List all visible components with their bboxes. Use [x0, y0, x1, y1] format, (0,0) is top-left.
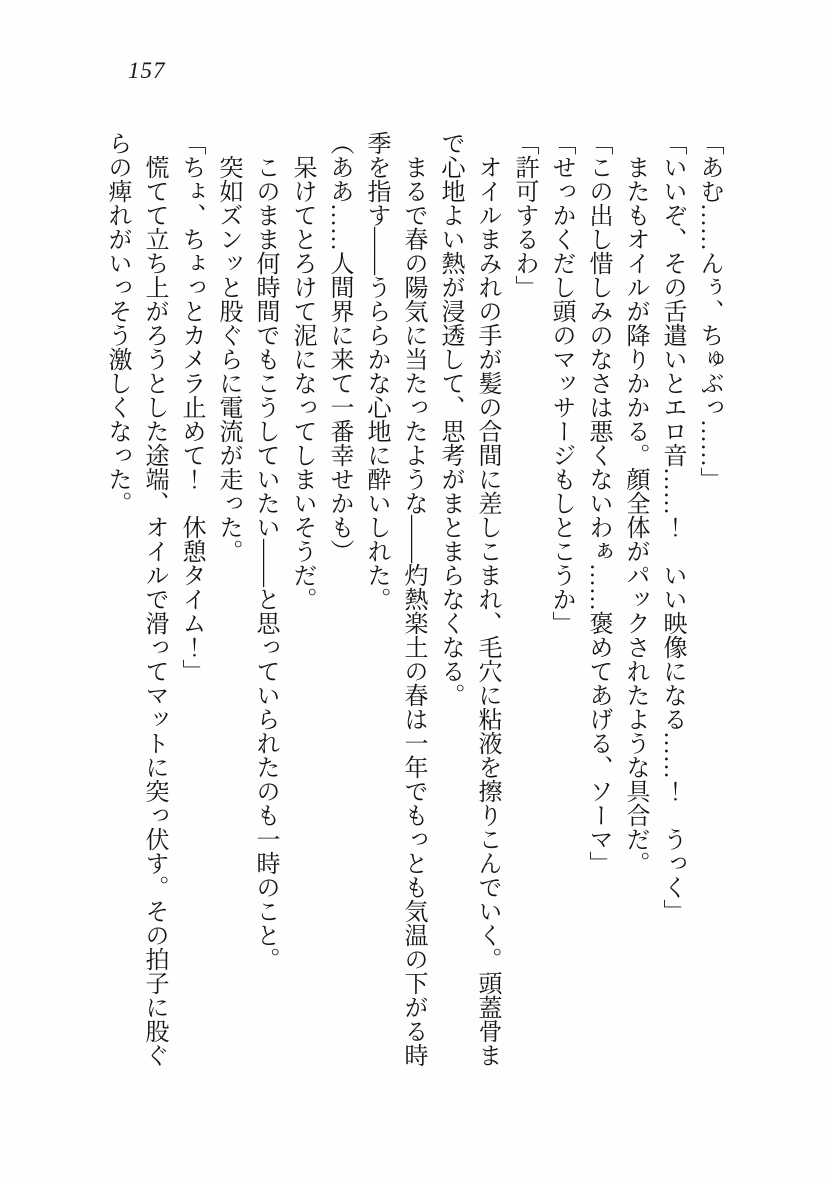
paragraph-1: 「あむ……んぅ、ちゅぶっ……」 [696, 131, 722, 491]
page-number: 157 [128, 58, 166, 83]
paragraph-4: 「この出し惜しみのなさは悪くないわぁ……褒めてあげる、ソーマ」 [585, 131, 611, 875]
paragraph-9: （ああ……人間界に来て一番幸せかも） [326, 131, 352, 563]
paragraph-10: 呆けてとろけて泥になってしまいそうだ。 [289, 155, 315, 611]
paragraph-3: またもオイルが降りかかる。顔全体がパックされたような具合だ。 [622, 155, 648, 875]
paragraph-13: 「ちょ、ちょっとカメラ止めて！ 休憩タイム！」 [178, 131, 204, 683]
paragraph-6: 「許可するわ」 [511, 131, 537, 299]
paragraph-11: このまま何時間でもこうしていたい――と思っていられたのも一時のこと。 [252, 155, 278, 971]
page-text-body [98, 131, 727, 1067]
paragraph-2: 「いいぞ、その舌遣いとエロ音……！ いい映像になる……！ うっく」 [659, 131, 685, 923]
paragraph-12: 突如ズンッと股ぐらに電流が走った。 [215, 155, 241, 563]
paragraph-7: オイルまみれの手が髪の合間に差しこまれ、毛穴に粘液を擦りこんでいく。頭蓋骨まで心地よい熱が浸透して、思考がまとまらなくなる。 [437, 131, 500, 1067]
paragraph-5: 「せっかくだし頭のマッサージもしとこうか」 [548, 131, 574, 635]
paragraph-8: まるで春の陽気に当たったような――灼熱楽土の春は一年でもっとも気温の下がる時季を指す――うららかな心地に酔いしれた。 [363, 131, 426, 1067]
paragraph-14: 慌てて立ち上がろうとした途端、オイルで滑ってマットに突っ伏す。その拍子に股ぐらの痺れがいっそう激しくなった。 [104, 131, 167, 1067]
